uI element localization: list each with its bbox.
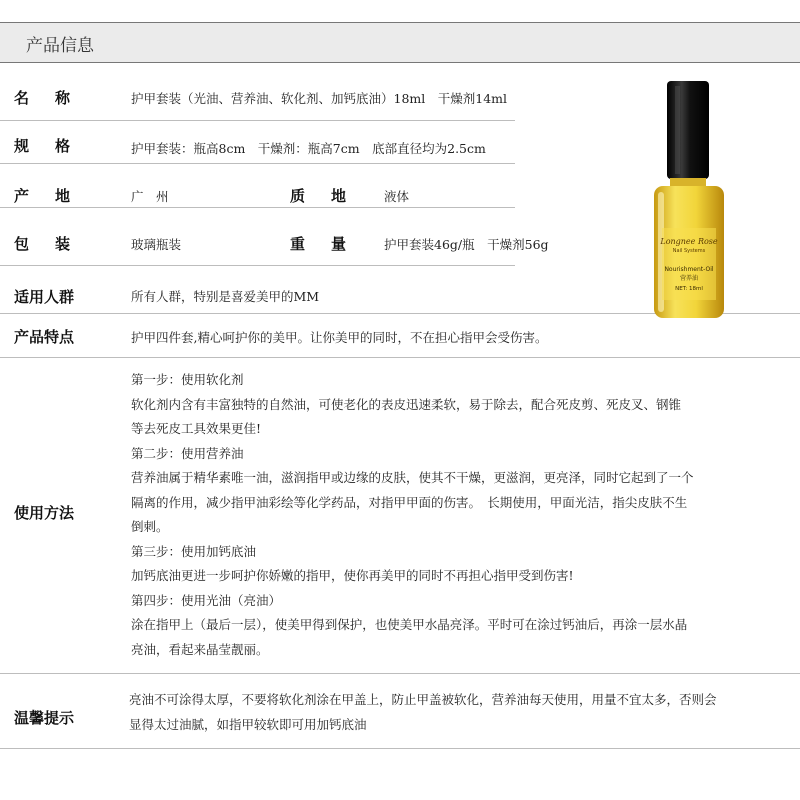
usage-line: 倒刺。 <box>131 519 169 534</box>
product-name-text: Nourishment-Oil <box>664 266 714 273</box>
label-weight: 重量 <box>290 235 373 253</box>
bottle-cap <box>667 81 709 179</box>
value-package: 玻璃瓶装 <box>131 237 182 252</box>
tips-line: 显得太过油腻，如指甲较软即可用加钙底油 <box>129 717 367 732</box>
usage-paragraph <box>131 368 781 662</box>
value-name: 护甲套装（光油、营养油、软化剂、加钙底油）18ml 干燥剂14ml <box>131 91 508 106</box>
usage-line: 第二步：使用营养油 <box>131 445 244 461</box>
usage-line: 软化剂内含有丰富独特的自然油，可使老化的表皮迅速柔软，易于除去，配合死皮剪、死皮叉、钢锥 <box>131 396 682 412</box>
value-audience: 所有人群，特别是喜爱美甲的MM <box>131 289 320 304</box>
label-features: 产品特点 <box>14 328 75 346</box>
usage-line: 第四步：使用光油（亮油） <box>131 592 282 608</box>
row-divider <box>0 673 800 674</box>
usage-line: 涂在指甲上（最后一层），使美甲得到保护，也使美甲水晶亮泽。平时可在涂过钙油后，再涂一层水晶 <box>131 617 688 632</box>
label-name: 名称 <box>14 89 97 107</box>
usage-line: 隔离的作用，减少指甲油彩绘等化学药品，对指甲甲面的伤害。 长期使用，甲面光洁，指尖皮肤不生 <box>131 494 688 510</box>
label-usage: 使用方法 <box>14 504 75 522</box>
label-origin: 产地 <box>14 187 97 205</box>
row-divider <box>0 163 515 164</box>
row-divider <box>0 357 800 358</box>
label-tips: 温馨提示 <box>14 709 75 727</box>
usage-line: 第一步：使用软化剂 <box>131 372 244 387</box>
usage-line: 亮油，看起来晶莹靓丽。 <box>131 641 269 657</box>
tips-paragraph <box>129 687 779 737</box>
product-name-cn-text: 营养油 <box>679 275 699 282</box>
net-volume-text: NET: 18ml <box>675 286 703 292</box>
value-features: 护甲四件套,精心呵护你的美甲。让你美甲的同时，不在担心指甲会受伤害。 <box>131 330 548 345</box>
label-spec: 规格 <box>14 137 97 155</box>
usage-line: 营养油属于精华素唯一油，滋润指甲或边缘的皮肤，使其不干燥，更滋润，更亮泽，同时它起到了一个 <box>131 470 694 485</box>
row-divider <box>0 120 515 121</box>
value-spec: 护甲套装：瓶高8cm 干燥剂：瓶高7cm 底部直径均为2.5cm <box>131 141 486 156</box>
brand-text: Longnee Rose <box>660 237 718 246</box>
row-divider <box>0 207 515 208</box>
value-origin: 广 州 <box>131 189 169 204</box>
product-bottle-image <box>640 78 740 328</box>
section-header <box>0 22 800 63</box>
label-package: 包装 <box>14 235 97 253</box>
tips-line: 亮油不可涂得太厚，不要将软化剂涂在甲盖上，防止甲盖被软化，营养油每天使用，用量不宜太多，否则会 <box>129 692 717 707</box>
section-title: 产品信息 <box>26 36 94 56</box>
value-weight: 护甲套装46g/瓶 干燥剂56g <box>384 237 549 252</box>
usage-line: 加钙底油更进一步呵护你娇嫩的指甲，使你再美甲的同时不再担心指甲受到伤害! <box>131 568 574 583</box>
usage-line: 第三步：使用加钙底油 <box>131 543 257 559</box>
label-audience: 适用人群 <box>14 288 75 306</box>
usage-line: 等去死皮工具效果更佳! <box>131 421 262 436</box>
row-divider <box>0 748 800 749</box>
brand-sub-text: Nail Systems <box>672 248 706 254</box>
row-divider <box>0 265 515 266</box>
label-texture: 质地 <box>290 187 373 205</box>
value-texture: 液体 <box>384 189 410 204</box>
